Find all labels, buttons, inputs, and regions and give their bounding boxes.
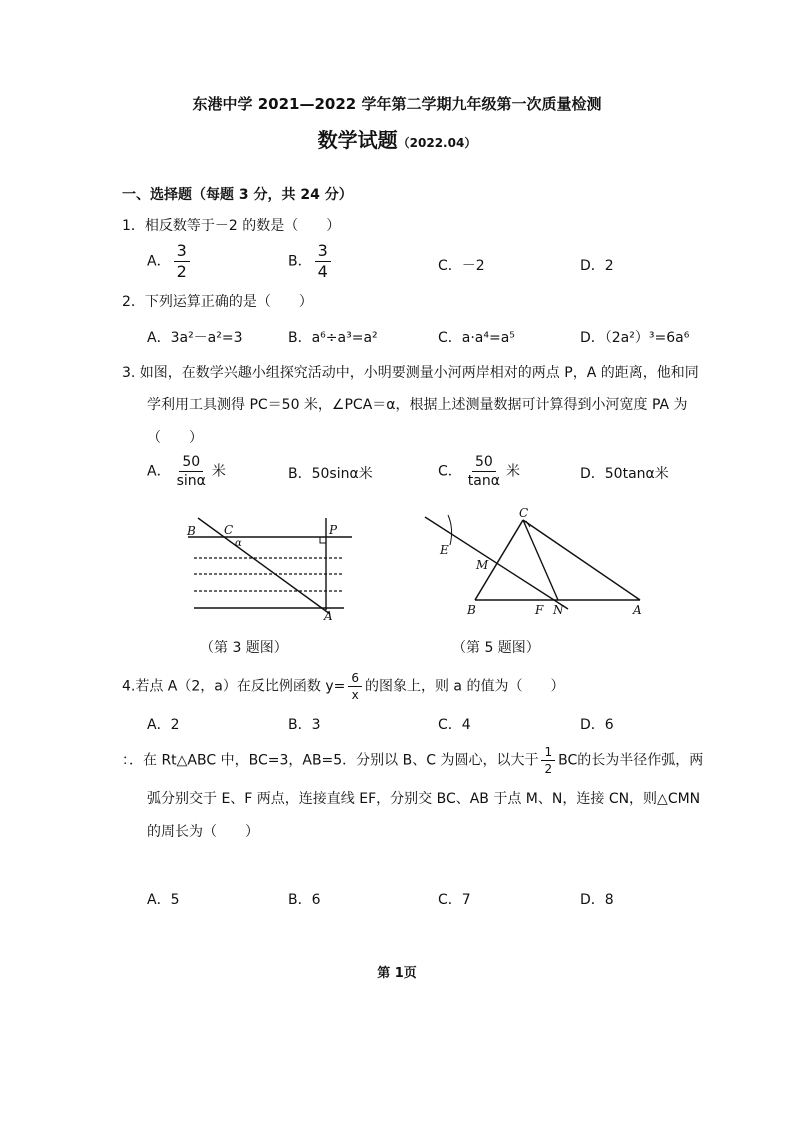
subject-title	[0, 124, 794, 153]
q3-option-a-unit: 米	[211, 463, 226, 480]
q5-numerator: 1	[541, 746, 555, 761]
q1-b-denominator: 4	[317, 262, 328, 281]
q3-a-denominator: sinα	[176, 473, 206, 489]
question-5-line-1	[122, 746, 703, 775]
question-4-text	[122, 672, 564, 701]
q3-option-d: D．50tanα米	[580, 466, 669, 482]
q3-c-numerator: 50	[472, 455, 496, 472]
q1-option-b-fraction	[315, 243, 331, 280]
q4-option-d: D．6	[580, 717, 614, 733]
q2-option-c: C．a·a⁴=a⁵	[438, 330, 515, 346]
page-number: 第 1页	[377, 966, 417, 981]
figure-3-caption: （第 3 题图）	[200, 640, 288, 656]
q4-option-c: C．4	[438, 717, 471, 733]
figure-5-triangle-diagram	[420, 503, 660, 623]
fig5-label-a: A	[633, 603, 642, 617]
q5-prefix: ：．在 Rt△ABC 中，BC=3，AB=5．分别以 B、C 为圆心，以大于	[122, 752, 539, 769]
question-5-line-3: 的周长为（ ）	[147, 824, 259, 840]
q3-option-c-label: C．	[438, 463, 462, 480]
q4-fraction	[348, 672, 362, 701]
fig3-label-alpha: α	[235, 538, 242, 549]
q3-option-c	[438, 455, 520, 488]
section-heading: 一、选择题（每题 3 分，共 24 分）	[122, 187, 353, 203]
arc-mark-e	[448, 515, 452, 545]
q2-option-d: D．（2a²）³=6a⁶	[580, 330, 690, 346]
q3-option-a-fraction	[174, 455, 209, 488]
fig5-label-f: F	[535, 603, 544, 617]
q2-option-a: A．3a²－a²=3	[147, 330, 243, 346]
q1-b-numerator: 3	[315, 243, 331, 262]
q4-prefix: 4.若点 A（2，a）在反比例函数 y=	[122, 678, 346, 695]
q3-option-a	[147, 455, 226, 488]
q1-a-numerator: 3	[174, 243, 190, 262]
question-3-line-1: 3. 如图，在数学兴趣小组探究活动中，小明要测量小河两岸相对的两点 P，A 的距离，他和同	[122, 365, 699, 381]
q3-a-numerator: 50	[179, 455, 203, 472]
q4-option-b: B．3	[288, 717, 321, 733]
q1-option-b-label: B．	[288, 253, 312, 270]
q1-option-c: C．－2	[438, 258, 485, 274]
q4-numerator: 6	[348, 672, 362, 687]
q5-option-c: C．7	[438, 892, 471, 908]
question-3-line-2: 学利用工具测得 PC＝50 米，∠PCA＝α，根据上述测量数据可计算得到小河宽度 PA 为	[147, 397, 688, 413]
q1-option-a-fraction	[174, 243, 190, 280]
figure-5-caption: （第 5 题图）	[452, 640, 540, 656]
q5-denominator: 2	[544, 762, 553, 776]
q1-option-a	[147, 243, 193, 280]
q1-option-d: D．2	[580, 258, 614, 274]
q4-suffix: 的图象上，则 a 的值为（ ）	[364, 678, 565, 695]
diagonal-line-ca	[198, 518, 330, 614]
fig5-label-n: N	[553, 603, 564, 617]
question-5-line-2: 弧分别交于 E、F 两点，连接直线 EF，分别交 BC、AB 于点 M、N，连接 CN，则△CMN	[147, 791, 701, 807]
q4-denominator: x	[351, 688, 359, 702]
q2-option-b: B．a⁶÷a³=a²	[288, 330, 378, 346]
q5-option-a: A．5	[147, 892, 180, 908]
q3-option-c-unit: 米	[505, 463, 520, 480]
q3-option-a-label: A．	[147, 463, 171, 480]
question-1-text: 1．相反数等于－2 的数是（ ）	[122, 218, 341, 234]
exam-title: 东港中学 2021—2022 学年第二学期九年级第一次质量检测	[192, 95, 602, 113]
subject-name: 数学试题	[317, 128, 398, 152]
q3-c-denominator: tanα	[467, 473, 500, 489]
q5-fraction	[541, 746, 555, 775]
line-ef	[425, 517, 568, 609]
fig5-label-m: M	[476, 558, 489, 572]
figure-3-river-diagram	[180, 510, 360, 625]
right-angle-mark	[320, 537, 326, 543]
fig5-label-e: E	[440, 543, 449, 557]
fig3-label-p: P	[329, 523, 338, 537]
q3-option-b: B．50sinα米	[288, 466, 373, 482]
q1-option-b	[288, 243, 334, 280]
fig3-label-a: A	[324, 609, 333, 623]
question-2-text: 2．下列运算正确的是（ ）	[122, 294, 313, 310]
fig3-label-c: C	[224, 523, 234, 537]
q4-option-a: A．2	[147, 717, 180, 733]
fig5-label-c: C	[519, 506, 529, 520]
q5-option-d: D．8	[580, 892, 614, 908]
exam-date: （2022.04）	[397, 136, 477, 150]
q3-option-c-fraction	[465, 455, 503, 488]
fig3-label-b: B	[187, 524, 196, 538]
question-3-line-3: （ ）	[147, 430, 203, 446]
q5-option-b: B．6	[288, 892, 321, 908]
q1-a-denominator: 2	[176, 262, 187, 281]
q1-option-a-label: A．	[147, 253, 171, 270]
q5-suffix: BC的长为半径作弧，两	[558, 752, 704, 769]
fig5-label-b: B	[467, 603, 476, 617]
